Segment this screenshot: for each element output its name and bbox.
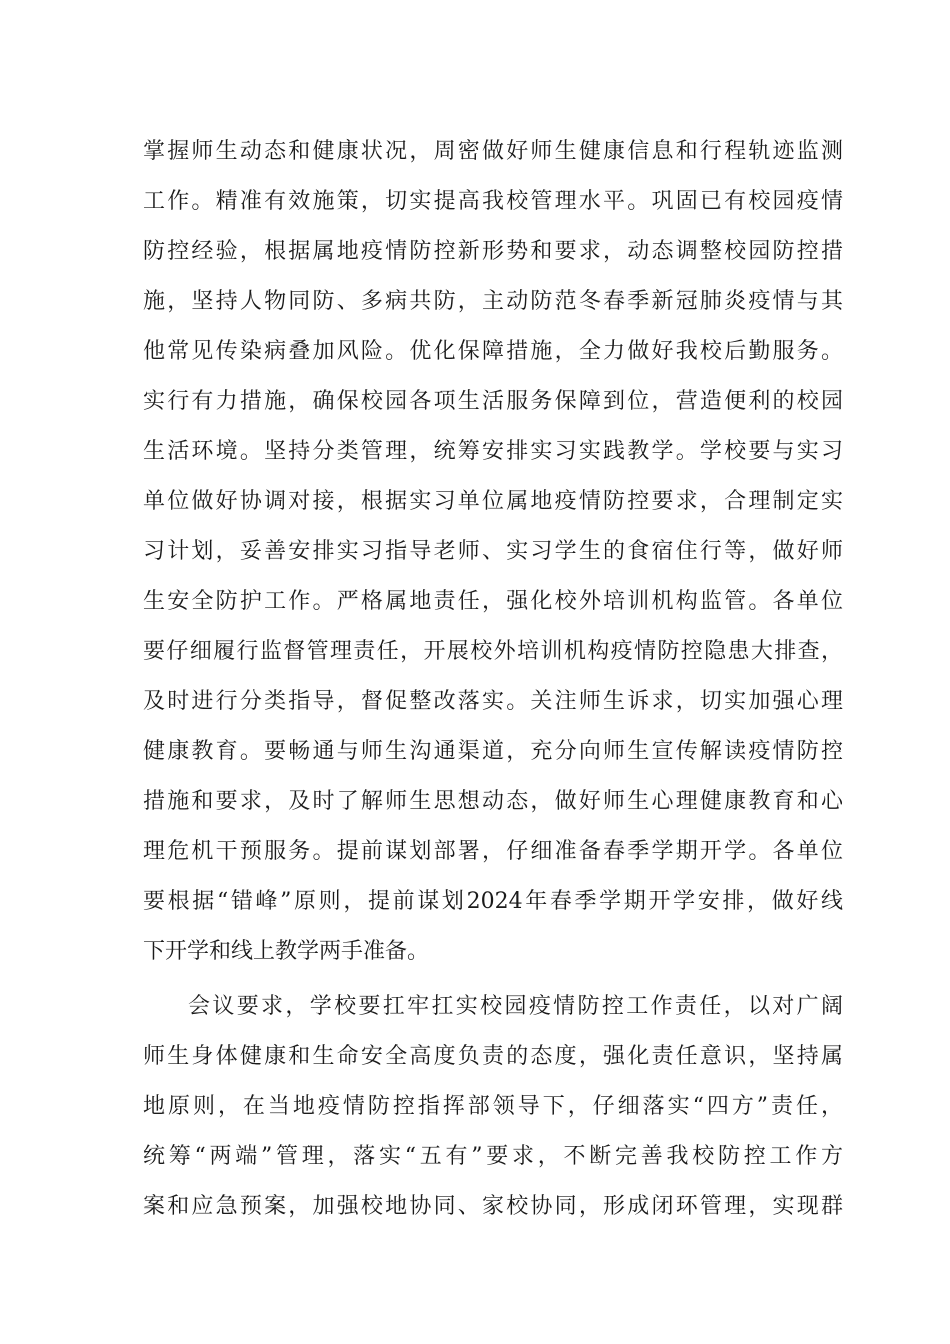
text-line: 防控经验，根据属地疫情防控新形势和要求，动态调整校园防控措: [143, 239, 843, 264]
text-line: 及时进行分类指导，督促整改落实。关注师生诉求，切实加强心理: [143, 689, 843, 714]
text-line: 措施和要求，及时了解师生思想动态，做好师生心理健康教育和心: [143, 789, 843, 814]
text-line: 生活环境。坚持分类管理，统筹安排实习实践教学。学校要与实习: [143, 439, 843, 464]
text-line: 下开学和线上教学两手准备。: [143, 939, 430, 964]
text-line: 实行有力措施，确保校园各项生活服务保障到位，营造便利的校园: [143, 389, 843, 414]
text-line: 施，坚持人物同防、多病共防，主动防范冬春季新冠肺炎疫情与其: [143, 289, 843, 314]
text-line: 要仔细履行监督管理责任，开展校外培训机构疫情防控隐患大排查，: [143, 639, 843, 664]
text-line: 健康教育。要畅通与师生沟通渠道，充分向师生宣传解读疫情防控: [143, 739, 843, 764]
text-line: 掌握师生动态和健康状况，周密做好师生健康信息和行程轨迹监测: [143, 139, 843, 164]
text-line: 地原则，在当地疫情防控指挥部领导下，仔细落实“四方”责任，: [143, 1094, 843, 1119]
text-line: 案和应急预案，加强校地协同、家校协同，形成闭环管理，实现群: [143, 1194, 843, 1219]
text-line: 习计划，妥善安排实习指导老师、实习学生的食宿住行等，做好师: [143, 539, 843, 564]
paragraph-first-line: 会议要求，学校要扛牢扛实校园疫情防控工作责任，以对广阔: [188, 994, 843, 1019]
text-line: 生安全防护工作。严格属地责任，强化校外培训机构监管。各单位: [143, 589, 843, 614]
text-line: 工作。精准有效施策，切实提高我校管理水平。巩固已有校园疫情: [143, 189, 843, 214]
text-line: 统筹“两端”管理，落实“五有”要求，不断完善我校防控工作方: [143, 1144, 843, 1169]
text-line: 他常见传染病叠加风险。优化保障措施，全力做好我校后勤服务。: [143, 339, 843, 364]
text-line: 单位做好协调对接，根据实习单位属地疫情防控要求，合理制定实: [143, 489, 843, 514]
text-line: 理危机干预服务。提前谋划部署，仔细准备春季学期开学。各单位: [143, 839, 843, 864]
text-line: 要根据“错峰”原则，提前谋划2024年春季学期开学安排，做好线: [143, 889, 843, 914]
text-line: 师生身体健康和生命安全高度负责的态度，强化责任意识，坚持属: [143, 1044, 843, 1069]
